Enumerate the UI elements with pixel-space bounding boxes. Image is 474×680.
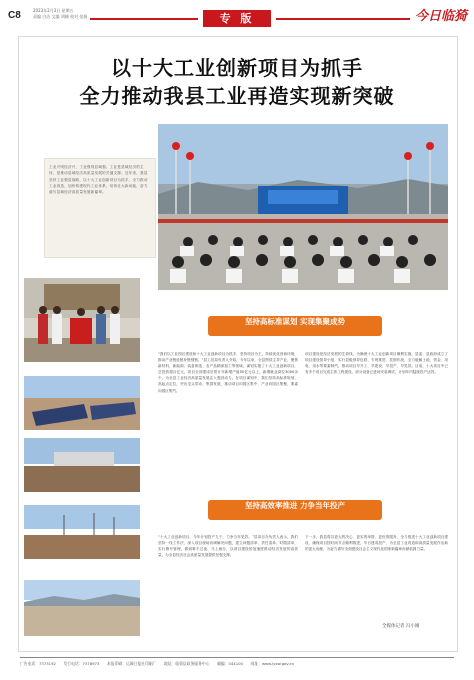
section-label: 专 版 [203, 10, 271, 27]
footer: 广告电话：7373192 发行电话：7378973 本报印刷：运城日报社印刷厂 地址：临猗县政务服务中心 邮编：044100 网址：www.lyxw.gov.cn [20, 657, 454, 667]
editor-line: 责编 白洁 文编 胡楠 校对 张娟 [33, 14, 88, 19]
subhead-2 [208, 500, 382, 520]
solar-plant-photo [24, 376, 140, 430]
group-photo [24, 278, 140, 362]
newspaper-logo: 今日临猗 [415, 9, 468, 24]
headline-line-1: 以十大工业创新项目为抓手 [111, 56, 363, 80]
section-2-column-left: “十大工业创新项目，今年计划投产九个，力争当年见效。”县项目办负责人表示，我们坚持一线工作法，深入项目现场协调解决问题，建立问题清单、责任清单、时限清单，实行销号管理，做到事不过夜、马上就办，以项目建设的加速度推动经济发展的高质量，为全县经济社会高质量发展提供坚强支撑。 [158, 535, 298, 558]
construction-site-photo [24, 505, 140, 559]
factory-site-photo [24, 438, 140, 492]
subhead-1-text: 坚持高标准谋划 实现集聚成势 [244, 317, 346, 326]
byline: 全媒体记者 冯小刚 [382, 624, 420, 629]
page-number: C8 [8, 10, 21, 21]
section-2-column-right: 下一步，我县将以更大的决心、更实的举措、更优的服务，全力推进十大工业创新项目建设，确保项目按时间节点顺利推进，早日建成投产，为全县工业再造和高质量发展作出新的更大贡献，为奋力谱写全面建设社会主义现代化国家新篇章贡献临猗力量。 [305, 535, 448, 552]
lead-paragraph: 工业兴则经济兴，工业强则县域强。工业是县域经济的主体，是推动县域经济高质量发展的关键支撑。近年来，我县坚持工业强县战略，以十大工业创新项目为抓手，全力推动工业再造，加快构建现代工业体系，培育壮大新动能，奋力谱写县域经济高质量发展新篇章。 [49, 165, 148, 195]
header-rule-right [276, 18, 410, 20]
lead-box [44, 158, 156, 258]
section-1-column-left: “我们以工业园区建设和十大工业创新项目为抓手，坚持项目为王，持续优化营商环境，推动产业链延链补链强链。”县工信局负责人介绍，今年以来，全县围绕主导产业，聚焦新材料、新能源、装备制造、农产品精深加工等领域，谋划实施了十大工业创新项目，总投资超百亿元，项目全部建成后预计年新增产值50亿元以上，新增就业岗位3000余个，为全县工业经济高质量发展注入强劲动力。在项目谋划中，我们坚持高标准规划、高起点定位，突出龙头带动、集群发展，推动项目向园区集中、产业向园区集聚、要素向园区集约。 [158, 352, 298, 393]
main-event-photo [158, 124, 448, 290]
date-line [33, 8, 87, 20]
subhead-2-text: 坚持高效率推进 力争当年投产 [244, 501, 346, 510]
subhead-1 [208, 316, 382, 336]
issue-date: 2023年2月3日 星期五 [33, 8, 74, 13]
page-header [0, 0, 474, 28]
headline-line-2: 全力推动我县工业再造实现新突破 [79, 84, 395, 108]
header-rule-left [90, 18, 198, 20]
industrial-park-photo [24, 580, 140, 636]
section-1-column-right: 项目建设是经济发展的生命线。为确保十大工业创新项目顺利实施，县委、县政府成立了项目建设领导小组，实行县级领导包联、专班推进、挂图作战，全力破解土地、资金、用电、用水等要素制约，推动项目早开工、早建设、早投产、早见效。目前，十大项目中已有多个项目完成主体工程建设，部分设备已进场安装调试，计划年内陆续投产达效。 [305, 352, 448, 375]
